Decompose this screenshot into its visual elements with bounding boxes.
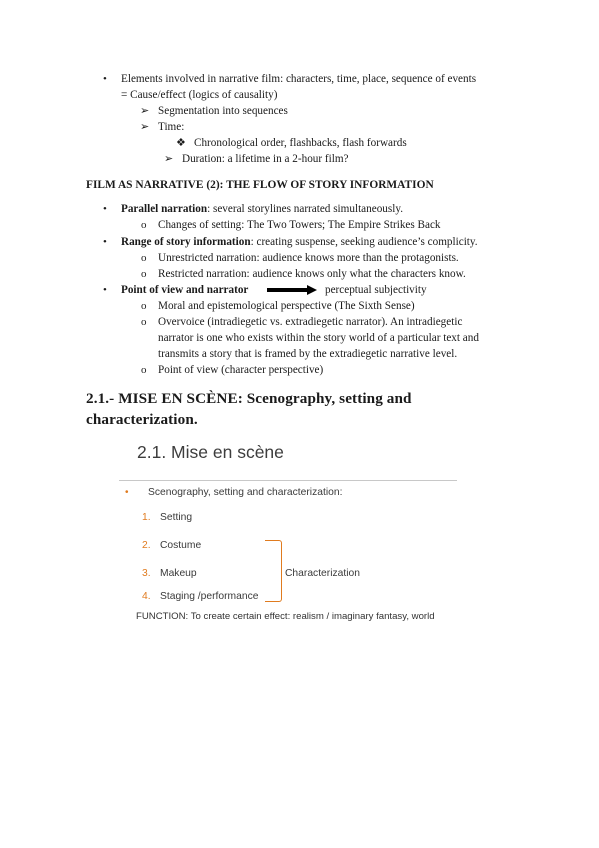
slide-item-label: Staging /performance	[160, 591, 259, 602]
right-arrow-icon	[267, 288, 308, 292]
slide-item-number: 2.	[142, 540, 151, 551]
section-title-continued: characterization.	[86, 411, 198, 428]
slide-item-label: Makeup	[160, 568, 197, 579]
bullet-disc: •	[103, 236, 107, 248]
bullet-disc: •	[103, 203, 107, 215]
section-title: 2.1.- MISE EN SCÈNE: Scenography, setting and	[86, 390, 412, 407]
slide-item-number: 4.	[142, 591, 151, 602]
list-item	[121, 202, 403, 217]
bullet-text: Elements involved in narrative film: characters, time, place, sequence of events	[121, 73, 477, 85]
slide-function-text: FUNCTION: To create certain effect: realism / imaginary fantasy, world	[136, 611, 435, 622]
sub-item: Moral and epistemological perspective (The Sixth Sense)	[158, 300, 415, 312]
sub-item-continued: transmits a story that is framed by the extradiegetic narrative level.	[158, 348, 458, 360]
term: Parallel narration	[121, 203, 208, 215]
diamond-bullet: ❖	[176, 137, 186, 149]
bullet-disc: •	[103, 73, 107, 85]
sub-item: Time:	[158, 121, 185, 133]
bullet-text-continued: = Cause/effect (logics of causality)	[121, 89, 278, 101]
arrow-bullet: ➢	[164, 153, 174, 165]
list-item	[121, 235, 478, 250]
circle-bullet: o	[141, 300, 147, 312]
slide-bullet: •	[125, 487, 129, 498]
arrow-bullet: ➢	[140, 105, 150, 117]
circle-bullet: o	[141, 219, 147, 231]
term-description: perceptual subjectivity	[325, 284, 427, 296]
bullet-disc: •	[103, 284, 107, 296]
sub-item: Overvoice (intradiegetic vs. extradiegetic narrator). An intradiegetic	[158, 316, 463, 328]
sub-item: Segmentation into sequences	[158, 105, 288, 117]
sub-item: Duration: a lifetime in a 2-hour film?	[182, 153, 349, 165]
bracket-label: Characterization	[285, 568, 360, 579]
circle-bullet: o	[141, 364, 147, 376]
slide-title: 2.1. Mise en scène	[137, 442, 284, 462]
slide-item-label: Setting	[160, 512, 193, 523]
slide-item-number: 1.	[142, 512, 151, 523]
term: Range of story information	[121, 236, 251, 248]
right-arrow-head-icon	[307, 285, 317, 295]
sub-sub-item: Chronological order, flashbacks, flash forwards	[194, 137, 407, 149]
arrow-bullet: ➢	[140, 121, 150, 133]
slide-item-number: 3.	[142, 568, 151, 579]
slide-divider	[119, 480, 457, 481]
section-heading: FILM AS NARRATIVE (2): THE FLOW OF STORY INFORMATION	[86, 179, 434, 191]
sub-item: Restricted narration: audience knows only what the characters know.	[158, 268, 466, 280]
slide-image	[119, 432, 464, 632]
sub-item-continued: narrator is one who exists within the story world of a particular text and	[158, 332, 479, 344]
circle-bullet: o	[141, 316, 147, 328]
term: Point of view and narrator	[121, 284, 249, 296]
sub-item: Point of view (character perspective)	[158, 364, 324, 376]
slide-bullet-text: Scenography, setting and characterization:	[148, 487, 343, 498]
sub-item: Changes of setting: The Two Towers; The Empire Strikes Back	[158, 219, 441, 231]
circle-bullet: o	[141, 268, 147, 280]
term-description: : creating suspense, seeking audience’s complicity.	[250, 236, 478, 248]
bracket-icon	[265, 540, 282, 602]
circle-bullet: o	[141, 252, 147, 264]
slide-item-label: Costume	[160, 540, 202, 551]
term-description: : several storylines narrated simultaneously.	[207, 203, 404, 215]
sub-item: Unrestricted narration: audience knows more than the protagonists.	[158, 252, 459, 264]
